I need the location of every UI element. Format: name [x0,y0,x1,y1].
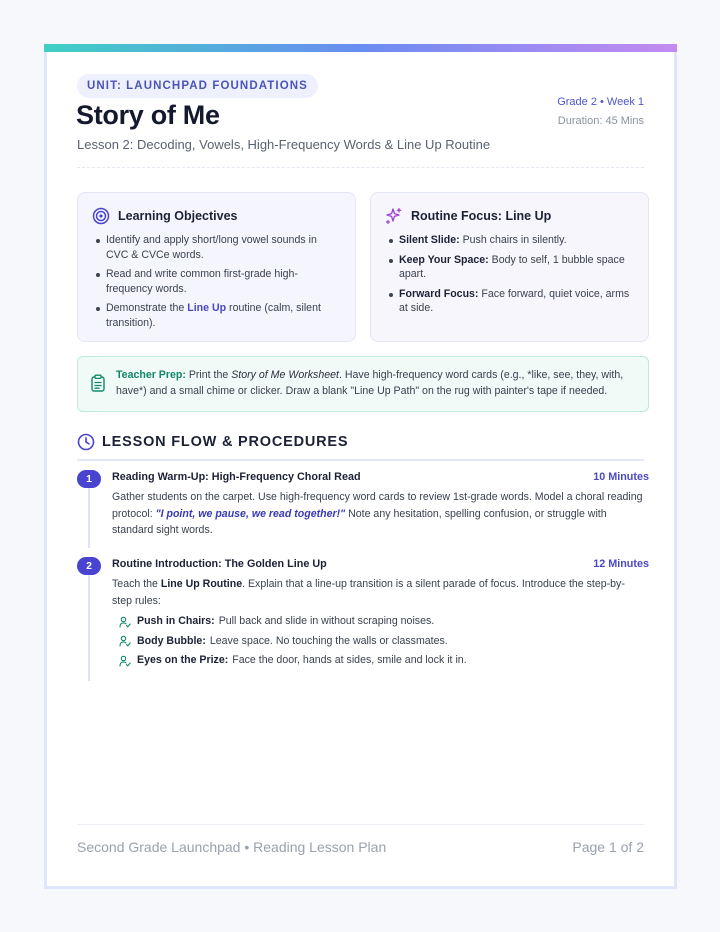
step-rail [88,482,90,548]
lesson-plan-page [44,44,677,889]
lesson-subtitle: Lesson 2: Decoding, Vowels, High-Frequency Words & Line Up Routine [77,137,491,152]
worksheet-title: Story of Me Worksheet [231,369,339,381]
routine-title: Routine Focus: Line Up [411,209,552,223]
line-up-accent: Line Up [187,302,227,314]
step-time: 12 Minutes [593,558,649,570]
choral-quote: "I point, we pause, we read together!" [155,507,346,520]
flow-step [77,470,649,550]
step-description: Teach the Line Up Routine. Explain that a line-up transition is a silent parade of focus. Introduce the step-by-step rules: Push in Chairs: Pull back and slide in without scraping noises. Body Bubble: Leave space. No touching the walls or classmates. Eyes on the Prize: Face the door, hands at sides, smile and lock it in. [112,576,643,671]
footer-title: Second Grade Launchpad • Reading Lesson Plan [77,839,387,855]
user-check-icon [119,635,131,647]
gradient-top-bar [44,44,677,52]
duration: Duration: 45 Mins [557,115,644,127]
grade-week: Grade 2 • Week 1 [557,96,644,108]
lesson-flow-header [77,433,649,451]
clock-icon [77,433,95,451]
flow-divider [77,459,644,461]
routine-list [385,233,634,316]
step-rail [88,569,90,681]
routine-card [370,192,649,342]
lesson-flow-title: LESSON FLOW & PROCEDURES [102,434,349,450]
user-check-icon [119,655,131,667]
objective-item: Read and write common first-grade high-frequency words. [106,267,341,296]
routine-item: Forward Focus: Face forward, quiet voice, arms at side. [399,287,634,316]
rules-list [112,612,643,671]
page-title: Story of Me [76,100,220,130]
target-icon [92,207,110,225]
unit-badge: UNIT: LAUNCHPAD FOUNDATIONS [77,74,318,98]
step-title: Reading Warm-Up: High-Frequency Choral Read [112,471,361,483]
objective-item: Identify and apply short/long vowel sounds in CVC & CVCe words. [106,233,341,262]
prep-label: Teacher Prep: [116,369,186,381]
step-number: 1 [77,470,101,488]
step-title: Routine Introduction: The Golden Line Up [112,558,327,570]
step-time: 10 Minutes [593,471,649,483]
header-divider [77,167,644,168]
teacher-prep-callout: Teacher Prep: Print the Story of Me Worksheet. Have high-frequency word cards (e.g., *like, see, they, with, have*) and a small chime or clicker. Draw a blank "Line Up Path" on the rug with painter's tape if needed. [77,356,649,412]
step-description: Gather students on the carpet. Use high-frequency word cards to review 1st-grade words. Model a choral reading protocol: "I point, we pause, we read together!" Note any hesitation, spelling confusion, or struggle with standard sight words. [112,491,643,536]
objectives-card [77,192,356,342]
objectives-list [92,233,341,330]
sparkles-icon [385,207,403,225]
clipboard-icon [90,374,106,392]
rule-item: Body Bubble: Leave space. No touching the walls or classmates. [112,632,643,652]
routine-name: Line Up Routine [160,578,243,590]
footer-divider [77,824,644,825]
step-number: 2 [77,557,101,575]
rule-item: Push in Chairs: Pull back and slide in without scraping noises. [112,612,643,632]
rule-item: Eyes on the Prize: Face the door, hands at sides, smile and lock it in. [112,651,643,671]
page-number: Page 1 of 2 [572,839,644,855]
routine-item: Keep Your Space: Body to self, 1 bubble space apart. [399,253,634,282]
objectives-title: Learning Objectives [118,209,238,223]
user-check-icon [119,616,131,628]
objective-item: Demonstrate the Line Up routine (calm, silent transition). [106,301,341,330]
routine-item: Silent Slide: Push chairs in silently. [399,233,634,248]
flow-step [77,557,649,677]
